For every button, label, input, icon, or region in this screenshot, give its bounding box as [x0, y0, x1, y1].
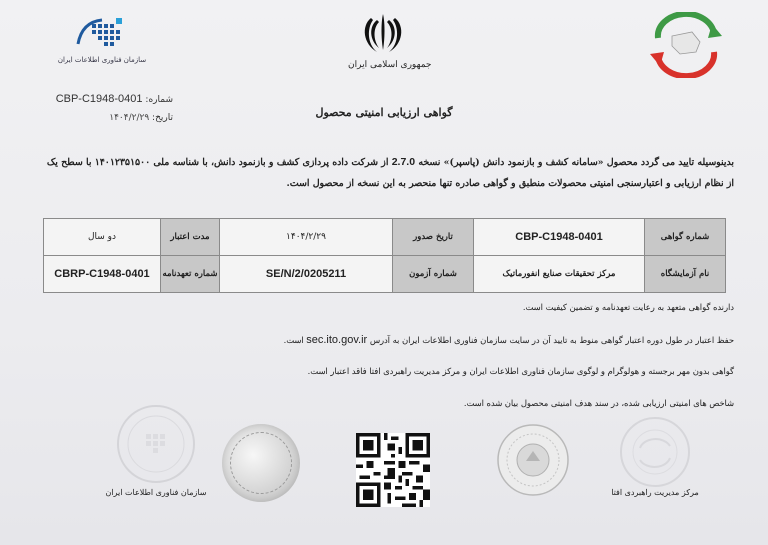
ito-logo-caption: سازمان فناوری اطلاعات ایران	[57, 56, 147, 64]
hologram-sticker	[222, 424, 300, 502]
stamp-icon	[496, 423, 570, 497]
afta-logo	[646, 12, 726, 78]
issue-date-label: تاریخ صدور	[393, 219, 474, 256]
cert-no-label: شماره گواهی	[645, 219, 726, 256]
emblem-icon	[359, 10, 407, 56]
note-2-text: حفظ اعتبار در طول دوره اعتبار گواهی منوط به تایید آن در سایت سازمان فناوری اطلاعات ایران به آدرس	[369, 335, 734, 345]
ito-logo	[42, 14, 162, 74]
validity-label: مدت اعتبار	[161, 219, 220, 256]
product-version: 2.7.0	[391, 156, 416, 168]
intro-part1: بدینوسیله تایید می گردد محصول «سامانه کشف و بازنمود دانش (پاسپر)» نسخه	[418, 157, 734, 168]
ito-seal-caption: سازمان فناوری اطلاعات ایران	[105, 488, 207, 497]
certificate-number-line	[48, 90, 173, 109]
commit-no-value: CBRP-C1948-0401	[44, 256, 161, 293]
table-row	[44, 256, 726, 293]
afta-seal-icon	[600, 412, 710, 488]
test-no-value: 0205211/SE/N/2	[220, 256, 393, 293]
certificate-title: گواهی ارزیابی امنیتی محصول	[315, 106, 453, 119]
certificate-info-table	[43, 218, 726, 293]
note-2-end: است.	[283, 335, 304, 345]
intro-paragraph	[44, 152, 734, 194]
issue-date-value: ۱۴۰۴/۲/۲۹	[220, 219, 393, 256]
note-3: گواهی بدون مهر برجسته و هولوگرام و لوگوی سازمان فناوری اطلاعات ایران و مرکز مدیریت راهبردی افتا فاقد اعتبار است.	[307, 366, 734, 376]
iran-emblem	[348, 10, 432, 80]
certificate-id-block	[48, 90, 173, 127]
note-2	[44, 334, 734, 346]
round-stamp	[496, 423, 570, 497]
certificate-date-line	[48, 109, 173, 127]
note-1: دارنده گواهی متعهد به رعایت تعهدنامه و تضمین کیفیت است.	[522, 302, 734, 312]
afta-logo-icon	[646, 12, 726, 78]
commit-no-label: شماره تعهدنامه	[161, 256, 220, 293]
cert-no-value: CBP-C1948-0401	[474, 219, 645, 256]
test-no-label: شماره آزمون	[393, 256, 474, 293]
ito-seal-icon	[96, 400, 216, 486]
certificate-date: ۱۴۰۴/۲/۲۹	[109, 113, 150, 123]
qr-code-icon	[356, 433, 430, 507]
note-4: شاخص های امنیتی ارزیابی شده، در سند هدف امنیتی محصول بیان شده است.	[463, 398, 734, 408]
certificate-date-label: تاریخ:	[152, 113, 173, 123]
lab-label: نام آزمایشگاه	[645, 256, 726, 293]
qr-code[interactable]	[356, 433, 430, 507]
certificate-number-label: شماره:	[145, 95, 173, 105]
afta-embossed-seal	[600, 412, 710, 512]
lab-value: مرکز تحقیقات صنایع انفورماتیک	[474, 256, 645, 293]
verification-url[interactable]: sec.ito.gov.ir	[306, 334, 368, 346]
hologram-ring	[230, 432, 292, 494]
table-row	[44, 219, 726, 256]
ito-logo-icon	[72, 14, 132, 50]
emblem-caption: جمهوری اسلامی ایران	[348, 60, 432, 70]
intro-part3: و گواهی صادره تنها منحصر به این نسخه از محصول است.	[286, 178, 516, 189]
afta-seal-caption: مرکز مدیریت راهبردی افتا	[611, 488, 699, 497]
certificate-number: CBP-C1948-0401	[55, 93, 143, 105]
intro-part2: از شرکت داده پردازی کشف و بازنمود دانش، با شناسه ملی ۱۴۰۱۲۳۵۱۵۰۰ با سطح یک از نظام ارزیابی و اعتبارسنجی امنیتی محصولات منطبق	[46, 157, 734, 189]
validity-value: دو سال	[44, 219, 161, 256]
ito-embossed-seal	[96, 400, 216, 510]
